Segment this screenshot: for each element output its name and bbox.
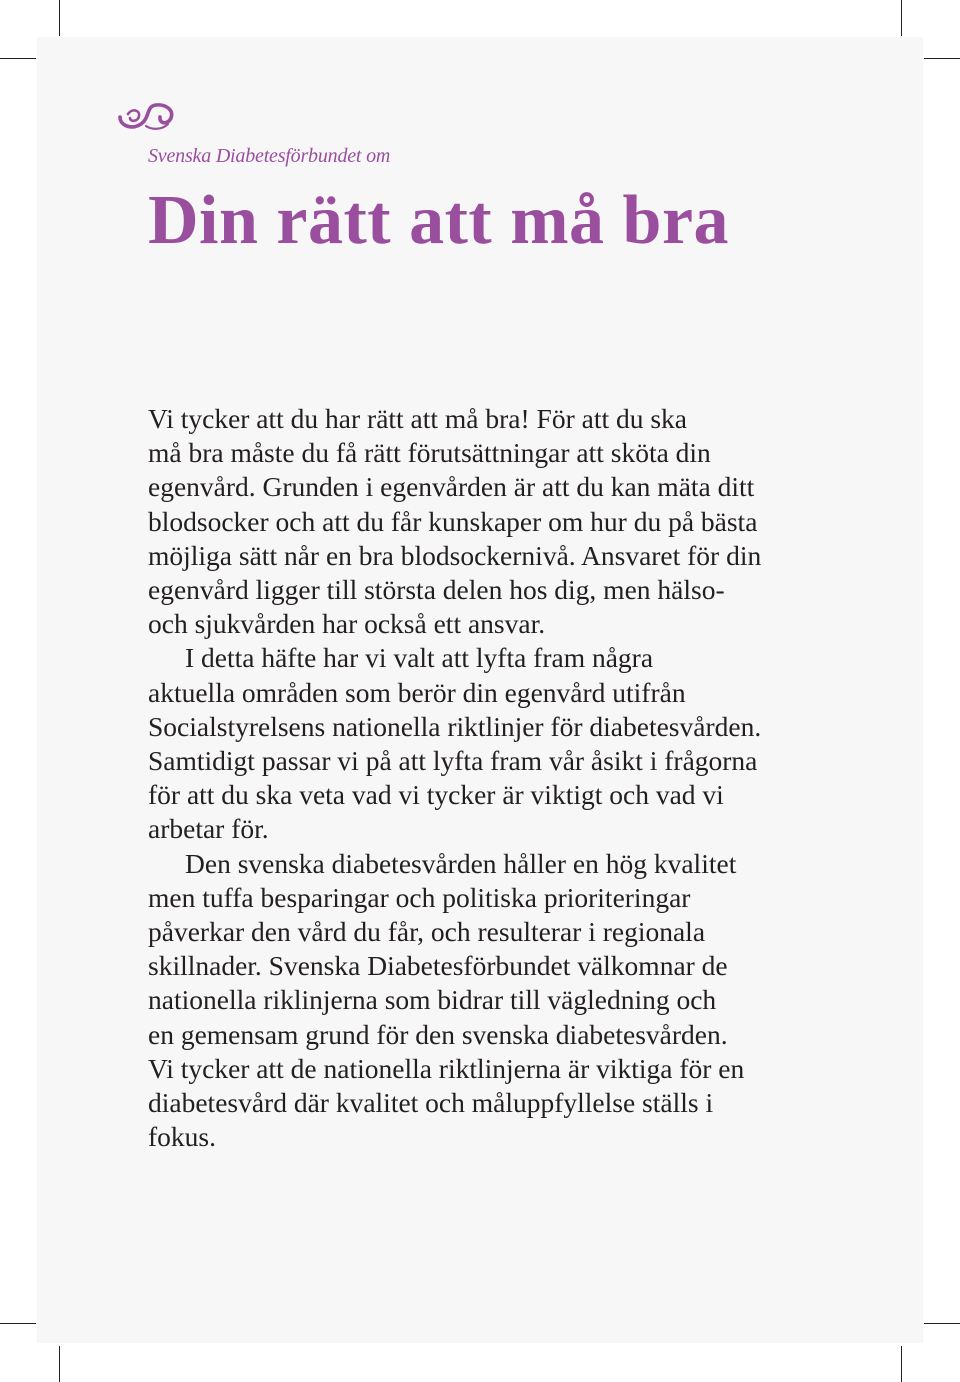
text-line: en gemensam grund för den svenska diabetesvården.: [148, 1018, 728, 1050]
text-line: må bra måste du få rätt förutsättningar att sköta din: [148, 437, 711, 469]
crop-mark-bottom-right-horizontal: [924, 1323, 960, 1324]
text-line: Socialstyrelsens nationella riktlinjer för diabetesvården.: [148, 710, 762, 742]
text-line: Samtidigt passar vi på att lyfta fram vår åsikt i frågorna: [148, 745, 758, 777]
text-line: blodsocker och att du får kunskaper om hur du på bästa: [148, 505, 758, 537]
text-line: I detta häfte har vi valt att lyfta fram några: [185, 642, 654, 674]
body-text: [148, 402, 828, 1154]
text-line: Vi tycker att de nationella riktlinjerna är viktiga för en: [148, 1052, 745, 1084]
swirl-ornament-icon: [116, 100, 178, 134]
text-line: och sjukvården har också ett ansvar.: [148, 608, 546, 640]
crop-mark-bottom-left-horizontal: [0, 1323, 36, 1324]
text-line: nationella riklinjerna som bidrar till vägledning och: [148, 984, 717, 1016]
paragraph-3: [148, 847, 828, 1155]
paragraph-1: [148, 402, 828, 641]
text-line: för att du ska veta vad vi tycker är viktigt och vad vi: [148, 779, 724, 811]
text-line: egenvård ligger till största delen hos dig, men hälso-: [148, 574, 725, 606]
crop-mark-top-right-vertical: [901, 0, 902, 36]
text-line: fokus.: [148, 1121, 216, 1153]
text-line: Vi tycker att du har rätt att må bra! För att du ska: [148, 403, 688, 434]
text-line: diabetesvård där kvalitet och måluppfyllelse ställs i: [148, 1087, 714, 1119]
text-line: arbetar för.: [148, 813, 269, 845]
text-line: aktuella områden som berör din egenvård utifrån: [148, 676, 686, 708]
text-line: Den svenska diabetesvården håller en hög kvalitet: [185, 847, 737, 879]
crop-mark-bottom-right-vertical: [901, 1346, 902, 1382]
publication-kicker: Svenska Diabetesförbundet om: [148, 145, 391, 167]
paragraph-2: [148, 641, 828, 846]
crop-mark-top-right-horizontal: [924, 58, 960, 59]
page-title: Din rätt att må bra: [148, 182, 730, 259]
text-line: påverkar den vård du får, och resulterar i regionala: [148, 916, 706, 948]
crop-mark-bottom-left-vertical: [59, 1346, 60, 1382]
text-line: möjliga sätt når en bra blodsockernivå. Ansvaret för din: [148, 539, 762, 571]
crop-mark-top-left-horizontal: [0, 58, 36, 59]
text-line: men tuffa besparingar och politiska prioriteringar: [148, 881, 691, 913]
text-line: egenvård. Grunden i egenvården är att du kan mäta ditt: [148, 471, 755, 503]
text-line: skillnader. Svenska Diabetesförbundet välkomnar de: [148, 950, 728, 982]
crop-mark-top-left-vertical: [59, 0, 60, 36]
